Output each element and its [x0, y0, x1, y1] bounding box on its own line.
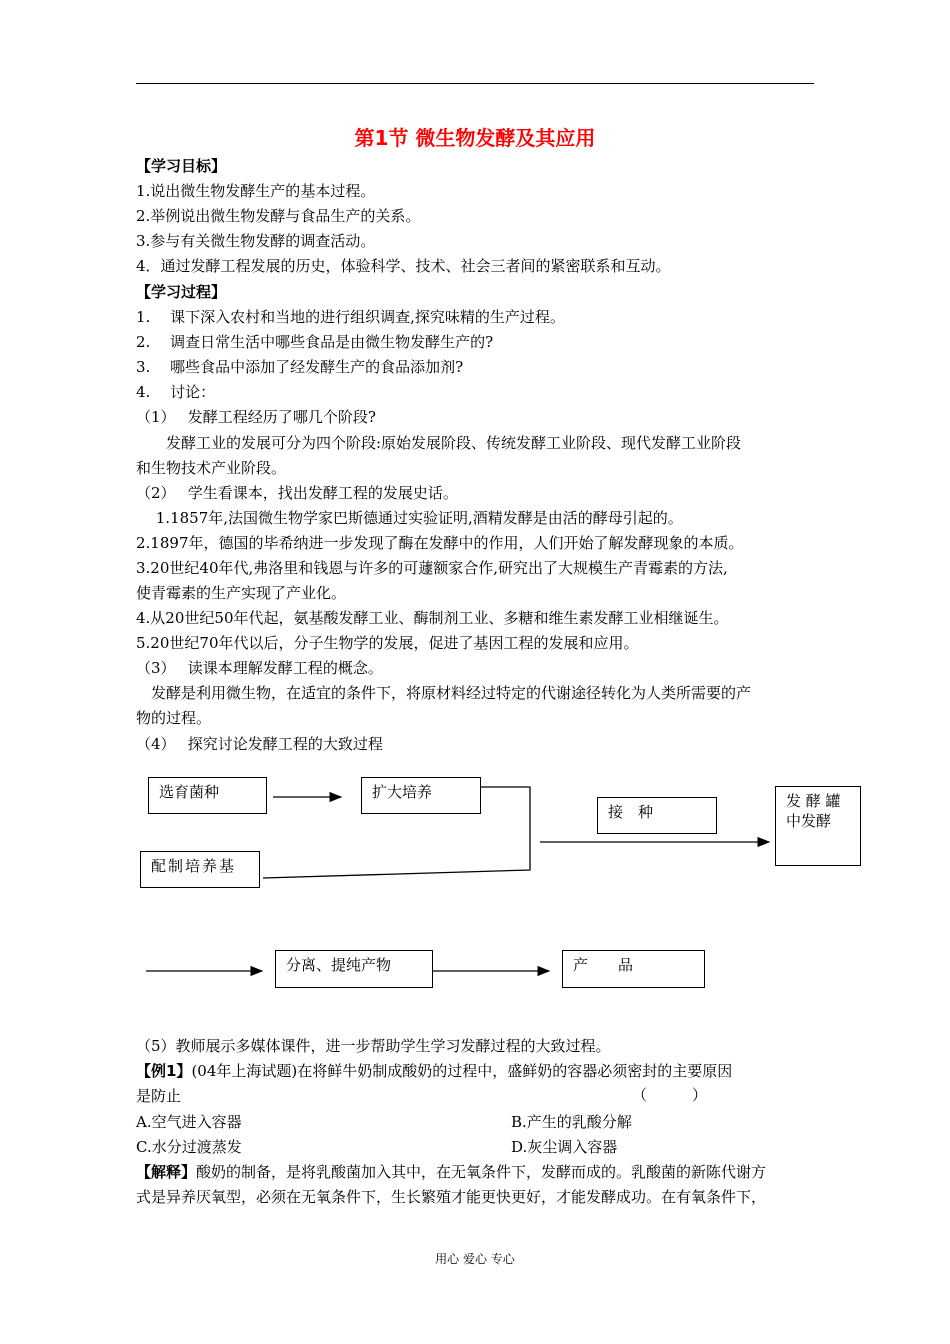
history-item: 2.1897年，德国的毕希纳进一步发现了酶在发酵中的作用，人们开始了解发酵现象的本质。 — [136, 534, 744, 552]
option-a: A.空气进入容器 — [136, 1113, 242, 1131]
example-question — [136, 1060, 816, 1082]
option-c: C.水分过渡蒸发 — [136, 1138, 242, 1156]
process-header: 【学习过程】 — [136, 283, 227, 301]
option-b: B.产生的乳酸分解 — [511, 1113, 632, 1131]
answer-3-line-2: 物的过程。 — [136, 709, 212, 727]
answer-bracket-open: （ — [632, 1086, 648, 1104]
question-3: （3） 读课本理解发酵工程的概念。 — [136, 659, 383, 677]
page-footer: 用心 爱心 专心 — [435, 1252, 515, 1266]
goal-item: 1.说出微生物发酵生产的基本过程。 — [136, 182, 376, 200]
question-4: （4） 探究讨论发酵工程的大致过程 — [136, 735, 383, 753]
flow-box-expand-culture: 扩大培养 — [361, 777, 481, 814]
explanation-text: 酸奶的制备，是将乳酸菌加入其中，在无氧条件下，发酵而成的。乳酸菌的新陈代谢方 — [196, 1163, 767, 1181]
flow-box-inoculate: 接 种 — [597, 797, 717, 834]
goal-item: 3.参与有关微生物发酵的调查活动。 — [136, 232, 376, 250]
history-item: 5.20世纪70年代以后，分子生物学的发展，促进了基因工程的发展和应用。 — [136, 634, 639, 652]
answer-bracket-close: ） — [692, 1086, 708, 1104]
example-text: (04年上海试题)在将鲜牛奶制成酸奶的过程中，盛鲜奶的容器必须密封的主要原因 — [191, 1062, 733, 1080]
history-item: 4.从20世纪50年代起，氨基酸发酵工业、酶制剂工业、多糖和维生素发酵工业相继诞生。 — [136, 609, 729, 627]
flow-box-separate-purify: 分离、提纯产物 — [275, 950, 433, 988]
flow-box-product: 产 品 — [562, 950, 705, 988]
answer-1-line-1: 发酵工业的发展可分为四个阶段:原始发展阶段、传统发酵工业阶段、现代发酵工业阶段 — [136, 434, 742, 452]
history-item: 1.1857年,法国微生物学家巴斯德通过实验证明,酒精发酵是由活的酵母引起的。 — [136, 509, 683, 527]
answer-1-line-2: 和生物技术产业阶段。 — [136, 459, 287, 477]
process-item: 3. 哪些食品中添加了经发酵生产的食品添加剂? — [136, 358, 464, 376]
answer-bracket — [632, 1084, 707, 1105]
process-item: 2. 调查日常生活中哪些食品是由微生物发酵生产的? — [136, 333, 494, 351]
question-1: （1） 发酵工程经历了哪几个阶段? — [136, 408, 376, 426]
goals-header: 【学习目标】 — [136, 157, 227, 175]
explanation-label: 【解释】 — [136, 1163, 197, 1181]
question-2: （2） 学生看课本，找出发酵工程的发展史话。 — [136, 484, 458, 502]
page-title: 第1节 微生物发酵及其应用 — [354, 126, 596, 150]
process-item: 4. 讨论： — [136, 383, 216, 401]
explanation — [136, 1161, 816, 1183]
history-item: 使青霉素的生产实现了产业化。 — [136, 584, 347, 602]
process-item: 1. 课下深入农村和当地的进行组织调查,探究味精的生产过程。 — [136, 308, 565, 326]
flow-box-fermenter: 发 酵 罐 中发酵 — [775, 786, 861, 866]
example-label: 【例1】 — [136, 1062, 192, 1080]
history-item: 3.20世纪40年代,弗洛里和钱恩与许多的可蘧额家合作,研究出了大规模生产青霉素的方法, — [136, 559, 728, 577]
flow-box-select-strain: 选育菌种 — [148, 777, 267, 814]
flow-box-prepare-medium: 配制培养基 — [140, 851, 260, 888]
answer-3-line-1: 发酵是利用微生物，在适宜的条件下，将原材料经过特定的代谢途径转化为人类所需要的产 — [136, 684, 752, 702]
question-5: （5）教师展示多媒体课件，进一步帮助学生学习发酵过程的大致过程。 — [136, 1037, 611, 1055]
goal-item: 2.举例说出微生物发酵与食品生产的关系。 — [136, 207, 421, 225]
option-d: D.灰尘调入容器 — [511, 1138, 618, 1156]
explanation-line-2: 式是异养厌氧型，必须在无氧条件下，生长繁殖才能更快更好，才能发酵成功。在有氧条件下， — [136, 1188, 767, 1206]
example-question-line-2: 是防止 — [136, 1087, 182, 1105]
goal-item: 4．通过发酵工程发展的历史，体验科学、技术、社会三者间的紧密联系和互动。 — [136, 257, 671, 275]
